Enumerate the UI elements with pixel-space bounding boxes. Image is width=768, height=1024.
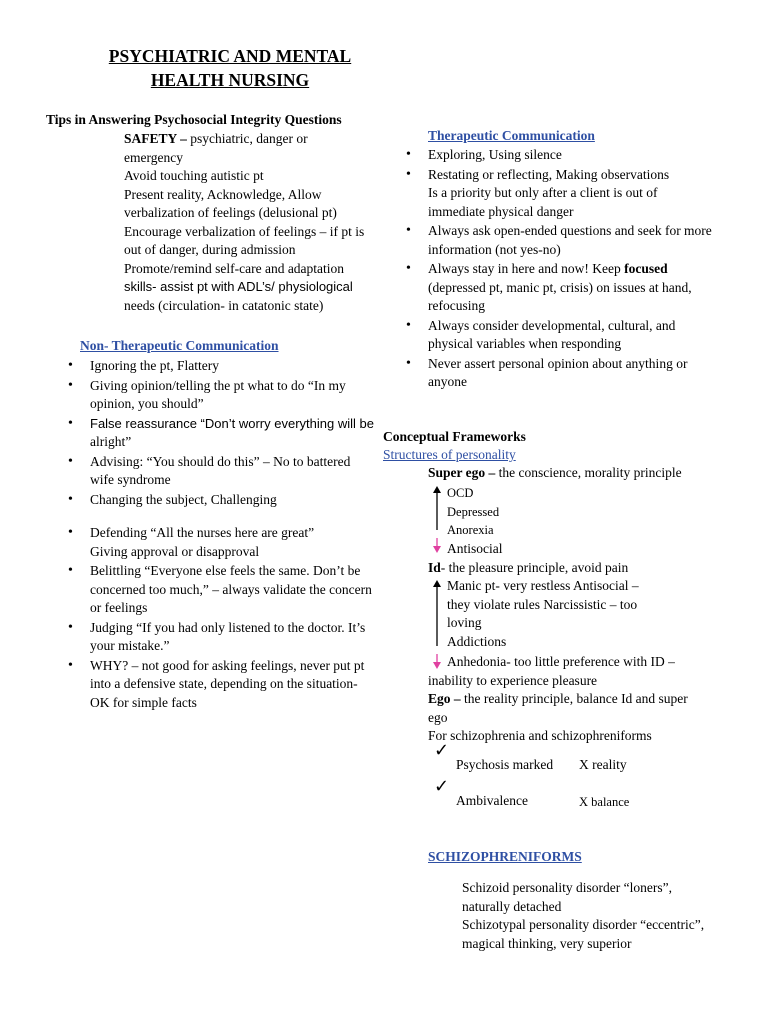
ego-label: Ego – [428,691,461,706]
check-icon: ✓ [434,740,450,761]
safety-text: psychiatric, danger or [190,131,308,146]
list-item [90,524,390,561]
list-item [428,166,748,222]
list-item-text: • WHY? – not good for asking feelings, never put pt [90,657,365,673]
tips-line: Encourage verbalization of feelings – if pt is [124,223,365,239]
list-item-text: • Changing the subject, Challenging [90,491,277,507]
list-item-text: (depressed pt, manic pt, crisis) on issues at hand, [428,279,692,295]
list-item [90,619,390,656]
id-text: - the pleasure principle, avoid pain [440,560,629,575]
anhedonia-text: Anhedonia- too little preference with ID – [447,654,675,669]
title-line-1: PSYCHIATRIC AND MENTAL [108,46,352,66]
superego-label: Super ego – [428,465,496,480]
list-item: loving [447,615,482,630]
list-item [90,415,390,452]
tips-line: needs (circulation- in catatonic state) [124,297,324,313]
schizo-line: Schizotypal personality disorder “eccentric”, [462,917,705,932]
list-item [90,377,390,414]
safety-line [124,130,384,149]
check-left-text: Ambivalence [456,793,528,808]
id-line [428,559,628,578]
list-item-text: • Never assert personal opinion about anything or [428,355,688,371]
id-label: Id [428,560,441,575]
list-item [428,222,748,259]
list-item: Addictions [447,633,507,649]
schizo-line: Schizoid personality disorder “loners”, [462,880,672,895]
ego-line [428,690,688,709]
list-item-text: anyone [428,374,467,389]
therapeutic-heading: Therapeutic Communication [428,128,595,143]
tips-line: Avoid touching autistic pt [124,168,264,183]
tips-line: out of danger, during admission [124,242,296,257]
check-icon: ✓ [434,776,450,797]
list-item-text: or feelings [90,600,148,615]
tips-block [124,130,384,315]
list-item-text: OK for simple facts [90,694,197,710]
focused-bold-text: focused [624,261,668,276]
check-right-text: X reality [579,757,627,772]
title-line-2: HEALTH NURSING [150,70,310,90]
ego-line-2: ego [428,710,448,725]
list-item-text: opinion, you should” [90,396,204,411]
tips-line: verbalization of feelings (delusional pt) [124,205,337,220]
list-item-text: refocusing [428,298,485,313]
list-item [90,357,390,376]
safety-label: SAFETY – [124,131,187,146]
list-item: they violate rules Narcissistic – too [447,596,638,612]
schizo-line: naturally detached [462,898,562,914]
list-item-text: information (not yes-no) [428,241,561,257]
schizo-line: magical thinking, very superior [462,935,632,951]
schizophreniforms-block [462,879,704,953]
tips-line: Promote/remind self-care and adaptation [124,260,345,276]
tips-line: skills- assist pt with ADL’s/ physiological [124,279,353,294]
list-item-text: • Giving opinion/telling the pt what to do “In my [90,377,346,393]
list-item-text: alright” [90,434,132,449]
arrow-up-icon [432,580,442,646]
list-item-text: Always stay in here and now! Keep [428,261,625,276]
schizophreniforms-heading: SCHIZOPHRENIFORMS [428,849,582,864]
list-item: Antisocial [447,540,503,556]
id-list [447,577,639,651]
non-therapeutic-list [90,357,390,712]
list-item-text: • Ignoring the pt, Flattery [90,358,219,373]
list-item-text: Is a priority but only after a client is out of [428,185,658,200]
arrow-down-icon [432,654,442,670]
list-item-text: physical variables when responding [428,336,622,351]
ego-text: the reality principle, balance Id and super [464,691,688,706]
list-item-text: Giving approval or disapproval [90,543,260,559]
list-item-text: • Belittling “Everyone else feels the same. Don’t be [90,563,361,578]
list-item-text: into a defensive state, depending on the situation- [90,676,358,691]
tips-line: emergency [124,149,183,165]
check-left-text: Psychosis marked [456,757,554,772]
list-item: Manic pt- very restless Antisocial – [447,578,639,593]
list-item [90,657,390,713]
list-item-text: wife syndrome [90,472,171,487]
list-item-text: your mistake.” [90,638,170,653]
id-low-line-2: inability to experience pleasure [428,673,598,688]
list-item-text: • Always ask open-ended questions and seek for more [428,223,712,238]
list-item-text: • Always consider developmental, cultural, and [428,317,676,333]
structures-heading: Structures of personality [383,447,516,462]
check-right-text: X balance [579,795,630,809]
list-item: Anorexia [447,523,494,537]
list-item-text: • Advising: “You should do this” – No to battered [90,453,351,469]
arrow-down-icon [432,538,442,554]
therapeutic-list [428,146,748,392]
list-item-text: • Judging “If you had only listened to the doctor. It’s [90,619,366,635]
list-item [428,146,748,165]
list-item [90,453,390,490]
list-item [428,355,748,392]
list-item-text: concerned too much,” – always validate the concern [90,581,372,597]
list-item [90,491,390,510]
list-item-text: immediate physical danger [428,203,574,219]
list-item: Depressed [447,504,500,519]
arrow-up-icon [432,486,442,530]
id-low-line [447,653,675,672]
frameworks-heading: Conceptual Frameworks [383,429,526,444]
non-therapeutic-heading: Non- Therapeutic Communication [80,338,279,353]
list-item-text: • Exploring, Using silence [428,147,562,162]
page-title [80,44,380,92]
schizo-note: For schizophrenia and schizophreniforms [428,728,652,743]
list-item [428,260,748,316]
list-item: OCD [447,486,474,500]
superego-text: the conscience, morality principle [498,465,682,480]
superego-line [428,464,682,483]
list-item [428,317,748,354]
tips-line: Present reality, Acknowledge, Allow [124,186,322,202]
list-item-text: • False reassurance “Don’t worry everything will be [90,415,374,431]
list-item-text: • Restating or reflecting, Making observations [428,166,670,182]
list-item [90,562,390,618]
list-item-text: • Defending “All the nurses here are great” [90,525,315,540]
superego-list [447,484,503,558]
tips-heading: Tips in Answering Psychosocial Integrity Questions [46,112,342,127]
